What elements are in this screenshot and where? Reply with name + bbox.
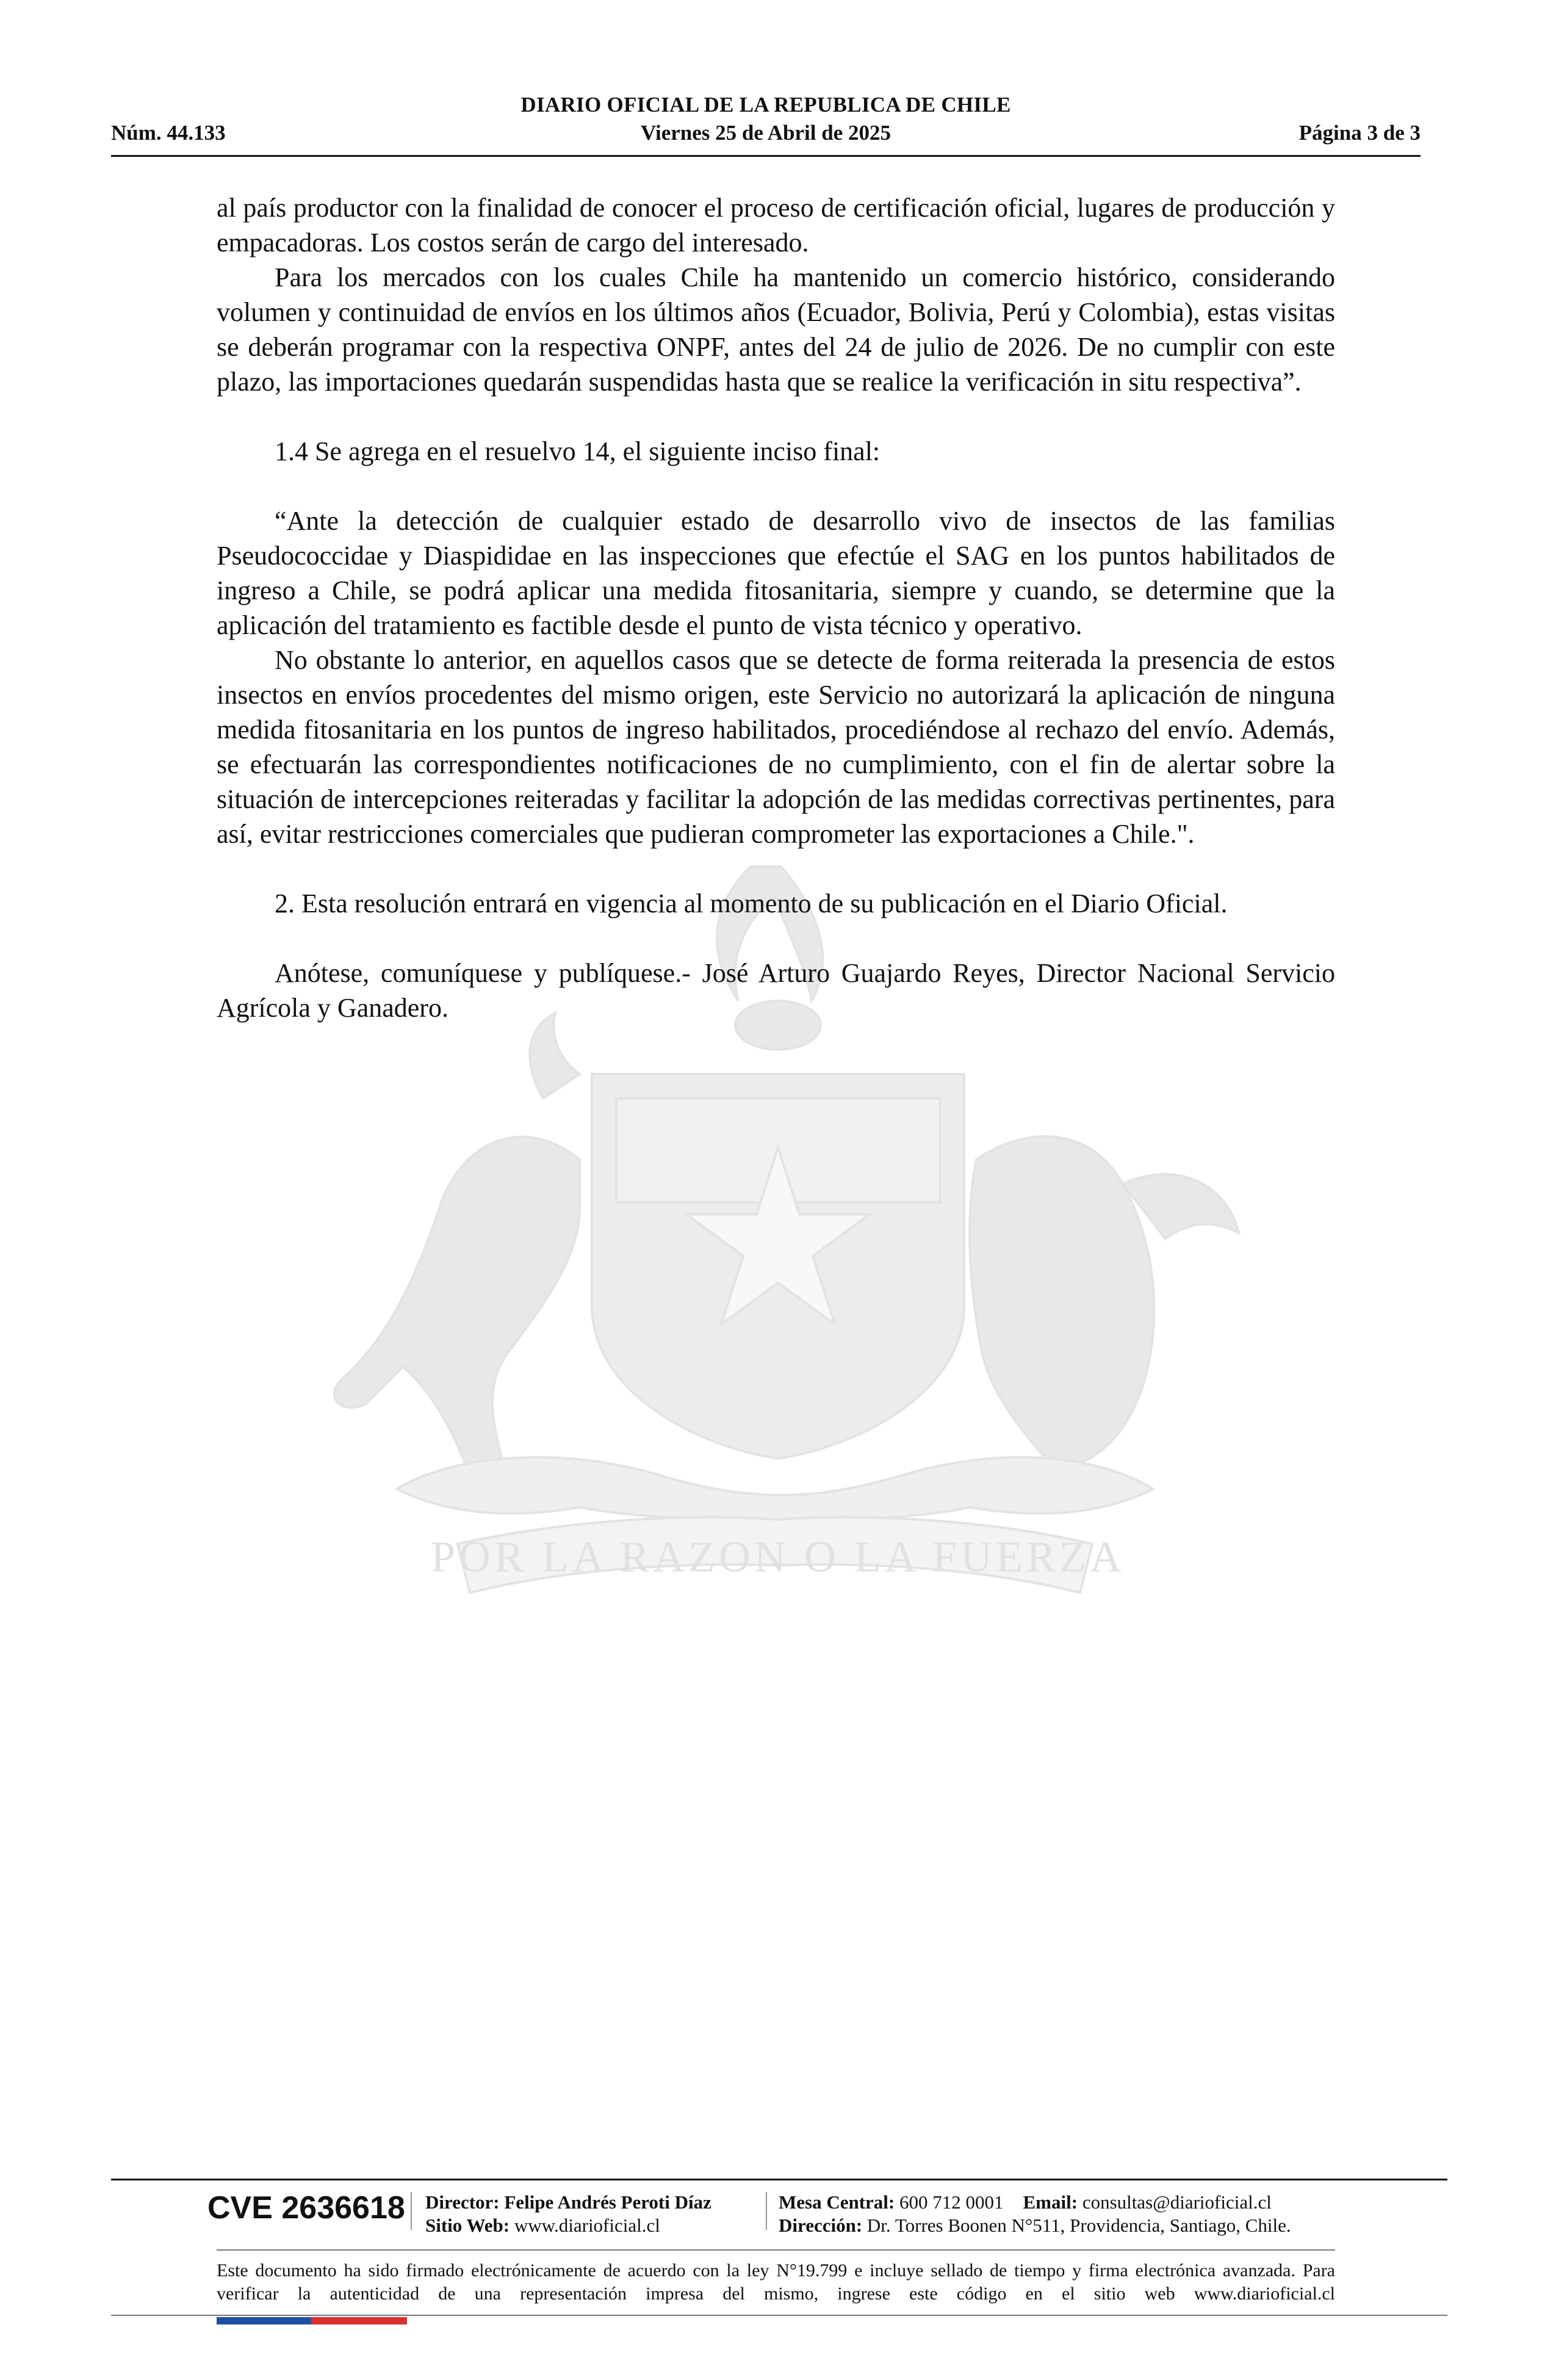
footer-separator — [766, 2192, 767, 2230]
phone-value: 600 712 0001 — [899, 2191, 1004, 2213]
website-link[interactable]: www.diarioficial.cl — [514, 2215, 660, 2236]
phone-label: Mesa Central: — [779, 2191, 895, 2213]
paragraph: 2. Esta resolución entrará en vigencia al momento de su publicación en el Diario Oficial. — [275, 889, 1228, 918]
email-label: Email: — [1023, 2191, 1078, 2213]
cve-code: CVE 2636618 — [207, 2190, 405, 2226]
paragraph: “Ante la detección de cualquier estado de desarrollo vivo de insectos de las familias Pseudococcidae y Diaspididae en las inspecciones que efectúe el SAG en los puntos habilitados de ingreso a Chile, se podrá aplicar una medida fitosanitaria, siempre y cuando, se determine que la aplicación del tratamiento es factible desde el punto de vista técnico y operativo. — [217, 506, 1335, 640]
flag-stripe-red — [311, 2317, 407, 2324]
header-divider — [111, 155, 1421, 157]
motto-text: POR LA RAZON O LA FUERZA — [430, 1532, 1126, 1581]
legal-notice: Este documento ha sido firmado electrónicamente de acuerdo con la ley N°19.799 e incluye sellado de tiempo y firma electrónica avanzada. Para verificar la autenticidad de una representación impresa del mismo, ingrese este código en el sitio web www.diarioficial.cl — [217, 2260, 1335, 2304]
footer-contact-info — [779, 2191, 1291, 2237]
address-value: Dr. Torres Boonen N°511, Providencia, Santiago, Chile. — [866, 2215, 1291, 2236]
paragraph: Para los mercados con los cuales Chile ha mantenido un comercio histórico, considerando volumen y continuidad de envíos en los últimos años (Ecuador, Bolivia, Perú y Colombia), estas visitas se deberán programar con la respectiva ONPF, antes del 24 de julio de 2026. De no cumplir con este plazo, las importaciones quedarán suspendidas hasta que se realice la verificación in situ respectiva”. — [217, 262, 1335, 397]
signature-paragraph: Anótese, comuníquese y publíquese.- José Arturo Guajardo Reyes, Director Nacional Servicio Agrícola y Ganadero. — [217, 958, 1335, 1023]
footer-separator — [411, 2192, 412, 2230]
email-link[interactable]: consultas@diarioficial.cl — [1082, 2191, 1272, 2213]
footer-divider-bottom — [111, 2315, 1447, 2316]
issue-number: Núm. 44.133 — [111, 121, 226, 145]
gazette-title: DIARIO OFICIAL DE LA REPUBLICA DE CHILE — [520, 93, 1011, 117]
paragraph: No obstante lo anterior, en aquellos casos que se detecte de forma reiterada la presencia de estos insectos en envíos procedentes del mismo origen, este Servicio no autorizará la aplicación de ninguna medida fitosanitaria en los puntos de ingreso habilitados, procediéndose al rechazo del envío. Además, se efectuarán las correspondientes notificaciones de no cumplimiento, con el fin de alertar sobre la situación de intercepciones reiteradas y facilitar la adopción de las medidas correctivas pertinentes, para así, evitar restricciones comerciales que pudieran comprometer las exportaciones a Chile.". — [217, 645, 1335, 849]
footer-divider-top — [111, 2179, 1447, 2180]
paragraph: al país productor con la finalidad de conocer el proceso de certificación oficial, lugares de producción y empacadoras. Los costos serán de cargo del interesado. — [217, 193, 1335, 258]
document-body — [217, 190, 1335, 1025]
flag-stripe-blue — [217, 2317, 311, 2324]
director-name: Felipe Andrés Peroti Díaz — [504, 2191, 711, 2213]
address-label: Dirección: — [779, 2215, 863, 2236]
issue-date: Viernes 25 de Abril de 2025 — [641, 121, 891, 145]
director-label: Director: — [425, 2191, 500, 2213]
paragraph: 1.4 Se agrega en el resuelvo 14, el siguiente inciso final: — [275, 436, 881, 466]
page-indicator: Página 3 de 3 — [1298, 121, 1421, 145]
footer-divider-mid — [217, 2249, 1335, 2251]
website-label: Sitio Web: — [425, 2215, 510, 2236]
footer-director-info — [425, 2191, 711, 2237]
